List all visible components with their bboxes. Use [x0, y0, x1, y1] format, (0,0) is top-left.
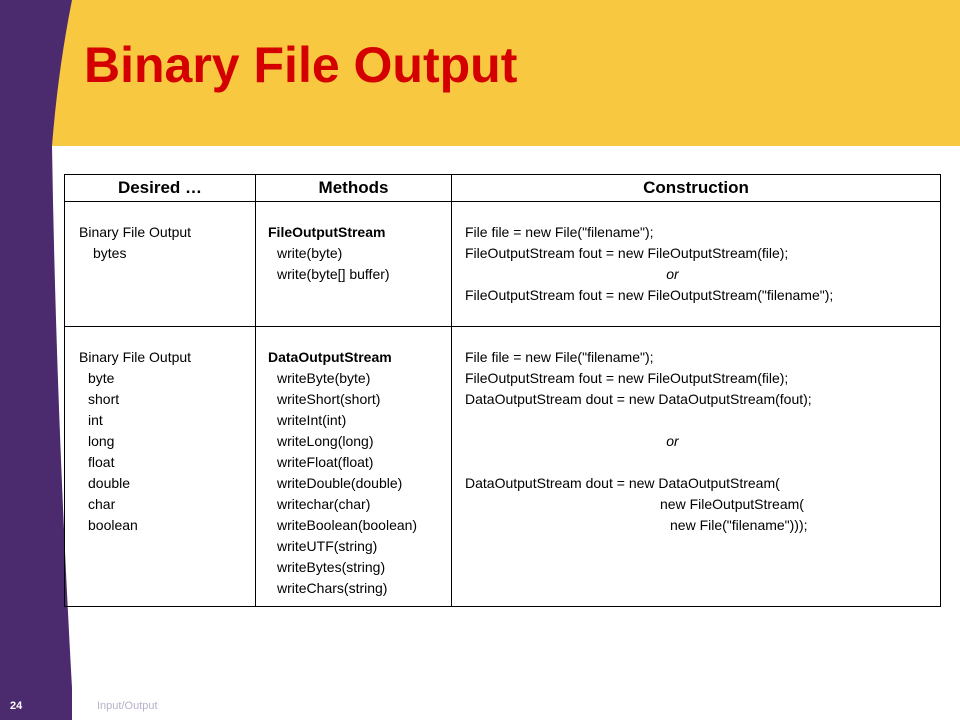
stream-table: [64, 174, 941, 607]
desired-cell: [65, 327, 256, 607]
desired-type: char: [88, 496, 116, 512]
table-row: [65, 327, 941, 607]
construction-cell: [452, 327, 941, 607]
desired-cell: [65, 202, 256, 327]
desired-type: double: [88, 475, 131, 491]
class-name: FileOutputStream: [268, 224, 386, 240]
methods-cell: [256, 202, 452, 327]
desired-type: short: [88, 391, 120, 407]
code-line: DataOutputStream dout = new DataOutputStream(fout);: [465, 391, 812, 407]
class-name: DataOutputStream: [268, 349, 392, 365]
header-desired: Desired …: [65, 175, 256, 202]
desired-type: float: [88, 454, 115, 470]
method-item: writeBoolean(boolean): [277, 517, 418, 533]
header-methods: Methods: [256, 175, 452, 202]
method-item: writechar(char): [277, 496, 371, 512]
or-separator: or: [666, 266, 679, 282]
methods-cell: [256, 327, 452, 607]
code-line: DataOutputStream dout = new DataOutputStream(: [465, 475, 780, 491]
method-item: writeByte(byte): [277, 370, 371, 386]
method-item: write(byte): [277, 245, 343, 261]
slide-title: Binary File Output: [84, 37, 518, 93]
code-line: [465, 410, 940, 431]
method-item: writeInt(int): [277, 412, 347, 428]
code-line: FileOutputStream fout = new FileOutputStream(file);: [465, 245, 789, 261]
method-item: writeDouble(double): [277, 475, 403, 491]
construction-cell: [452, 202, 941, 327]
code-line: FileOutputStream fout = new FileOutputStream(file);: [465, 370, 789, 386]
desired-type: boolean: [88, 517, 138, 533]
desired-type: bytes: [93, 245, 127, 261]
method-item: writeUTF(string): [277, 538, 378, 554]
code-line: FileOutputStream fout = new FileOutputStream("filename");: [465, 287, 834, 303]
code-line: new FileOutputStream(: [660, 496, 804, 512]
method-item: writeShort(short): [277, 391, 381, 407]
method-item: writeChars(string): [277, 580, 388, 596]
header-construction: Construction: [452, 175, 941, 202]
desired-label: Binary File Output: [79, 349, 192, 365]
side-bar: [0, 0, 46, 720]
method-item: writeBytes(string): [277, 559, 386, 575]
desired-label: Binary File Output: [79, 224, 192, 240]
method-item: writeFloat(float): [277, 454, 374, 470]
code-line: File file = new File("filename");: [465, 349, 654, 365]
footer-label: Input/Output: [97, 700, 158, 712]
table-header-row: [65, 175, 941, 202]
desired-type: int: [88, 412, 103, 428]
method-item: writeLong(long): [277, 433, 374, 449]
desired-type: long: [88, 433, 115, 449]
method-item: write(byte[] buffer): [277, 266, 390, 282]
table-row: [65, 202, 941, 327]
code-line: new File("filename")));: [670, 517, 808, 533]
code-line: File file = new File("filename");: [465, 224, 654, 240]
desired-type: byte: [88, 370, 115, 386]
code-line: [465, 452, 940, 473]
or-separator: or: [666, 433, 679, 449]
slide-number: 24: [10, 700, 23, 712]
